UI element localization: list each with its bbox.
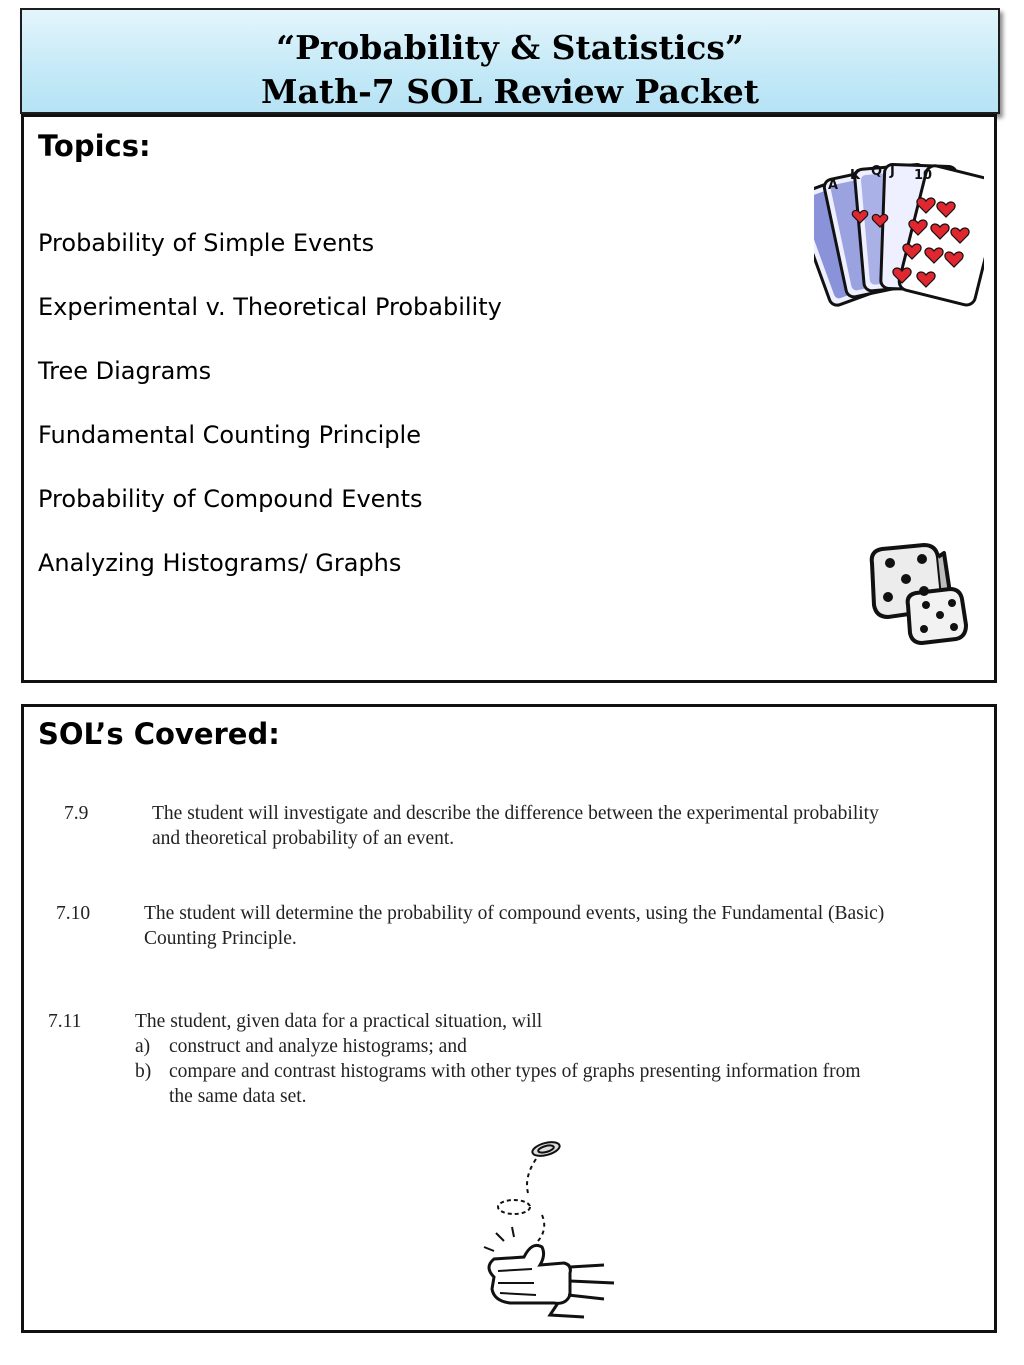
card-label: K: [850, 168, 861, 183]
sol-description-line: The student will determine the probability of compound events, using the Fundamental (Basic): [144, 903, 885, 924]
sol-number: 7.9: [64, 803, 89, 824]
sol-entry: [24, 1009, 994, 1119]
sol-description-line: and theoretical probability of an event.: [152, 828, 455, 849]
dice-icon: [864, 541, 974, 651]
sols-heading: SOL’s Covered:: [38, 717, 280, 751]
sol-description: [152, 801, 972, 851]
sol-sub-text: construct and analyze histograms; and: [169, 1036, 467, 1057]
topic-item: Probability of Simple Events: [38, 229, 375, 257]
topic-item: Probability of Compound Events: [38, 485, 423, 513]
sol-description-line: The student, given data for a practical situation, will: [135, 1011, 543, 1032]
header-banner: [20, 8, 1000, 114]
coin-toss-icon: [454, 1137, 634, 1327]
page-title-line-1: “Probability & Statistics”: [276, 28, 744, 67]
sol-description-line: The student will investigate and describe the difference between the experimental probability: [152, 803, 879, 824]
card-label: J: [890, 164, 895, 179]
sols-panel: [21, 704, 997, 1333]
playing-cards-icon: [814, 155, 984, 327]
topic-item: Tree Diagrams: [38, 357, 212, 385]
page-title-line-2: Math-7 SOL Review Packet: [260, 72, 760, 111]
topics-panel: [21, 114, 997, 683]
sol-sub-letter: a): [135, 1036, 151, 1057]
sol-description: [144, 901, 974, 951]
card-label: 10: [914, 168, 933, 183]
topic-item: Fundamental Counting Principle: [38, 421, 421, 449]
sol-sub-text: the same data set.: [169, 1086, 307, 1107]
sol-sub-text: compare and contrast histograms with other types of graphs presenting information from: [169, 1061, 861, 1082]
topic-item: Analyzing Histograms/ Graphs: [38, 549, 402, 577]
sol-entry: [24, 801, 994, 861]
sol-number: 7.10: [56, 903, 91, 924]
topic-item: Experimental v. Theoretical Probability: [38, 293, 502, 321]
sol-description-line: Counting Principle.: [144, 928, 297, 949]
sol-sub-item: [135, 1059, 965, 1109]
sol-entry: [24, 901, 994, 961]
card-label: A: [828, 178, 839, 193]
sol-number: 7.11: [48, 1011, 82, 1032]
sol-sub-letter: b): [135, 1061, 152, 1082]
card-label: Q: [871, 164, 883, 179]
sol-description: [135, 1009, 965, 1109]
topics-heading: Topics:: [38, 129, 151, 163]
sol-sub-item: [135, 1034, 965, 1059]
